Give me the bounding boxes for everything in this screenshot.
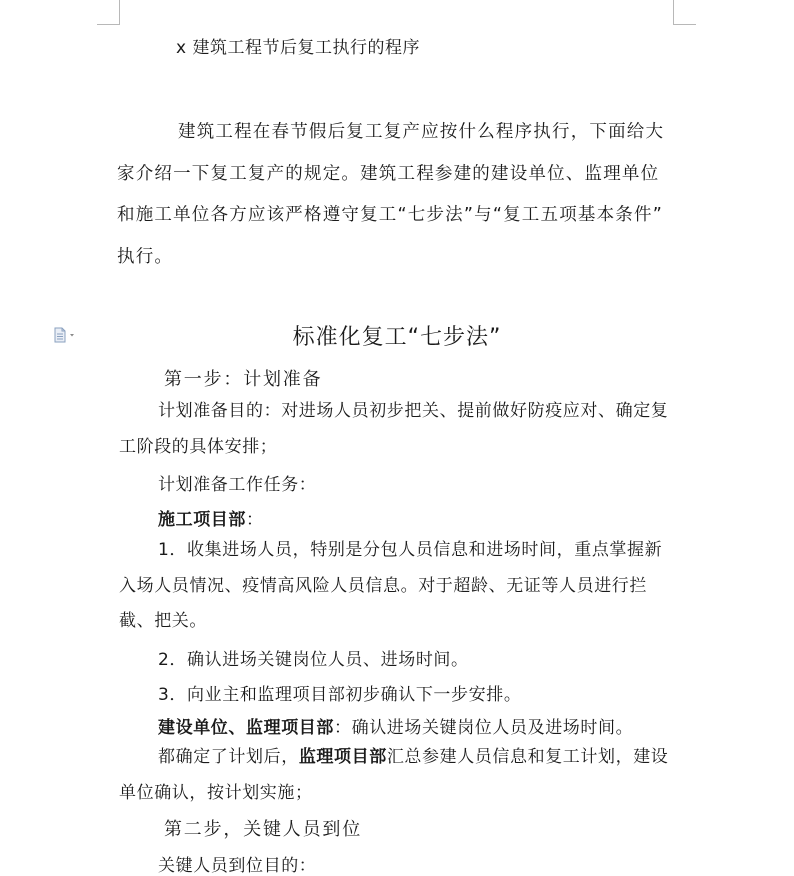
confirm-bold: 监理项目部 bbox=[298, 747, 387, 767]
step1-heading: 第一步：计划准备 bbox=[164, 369, 323, 390]
owner-line bbox=[158, 713, 633, 738]
step1-item2: 2．确认进场关键岗位人员、进场时间。 bbox=[158, 650, 469, 670]
contractor-colon: ： bbox=[246, 510, 264, 530]
contractor-label: 施工项目部 bbox=[158, 510, 246, 530]
page-corner-mark-left bbox=[97, 0, 120, 25]
owner-label: 建设单位、监理项目部 bbox=[158, 718, 334, 738]
step2-heading: 第二步，关键人员到位 bbox=[164, 819, 362, 840]
contractor-line bbox=[158, 505, 264, 530]
section-title: 标准化复工“七步法” bbox=[292, 325, 502, 350]
step1-purpose: 计划准备目的：对进场人员初步把关、提前做好防疫应对、确定复工阶段的具体安排； bbox=[119, 401, 669, 457]
confirm-pre: 都确定了计划后， bbox=[158, 747, 299, 767]
step1-tasks-label: 计划准备工作任务： bbox=[158, 475, 317, 495]
confirm-post: 汇总参建人员信息和复工计划，建设单位确认，按计划实施； bbox=[119, 747, 669, 803]
document-title: x 建筑工程节后复工执行的程序 bbox=[176, 38, 420, 58]
page-corner-mark-right bbox=[673, 0, 696, 25]
step2-purpose-label: 关键人员到位目的： bbox=[158, 856, 317, 876]
step1-confirm-paragraph bbox=[119, 740, 675, 811]
step1-item3: 3．向业主和监理项目部初步确认下一步安排。 bbox=[158, 685, 522, 705]
owner-text: ：确认进场关键岗位人员及进场时间。 bbox=[334, 718, 634, 738]
step1-item1: 1．收集进场人员，特别是分包人员信息和进场时间，重点掌握新入场人员情况、疫情高风险人员信息。对于超龄、无证等人员进行拦截、把关。 bbox=[119, 540, 663, 631]
intro-paragraph: 建筑工程在春节假后复工复产应按什么程序执行，下面给大家介绍一下复工复产的规定。建筑工程参建的建设单位、监理单位和施工单位各方应该严格遵守复工“七步法”与“复工五项基本条件” 执行。 bbox=[117, 122, 665, 267]
